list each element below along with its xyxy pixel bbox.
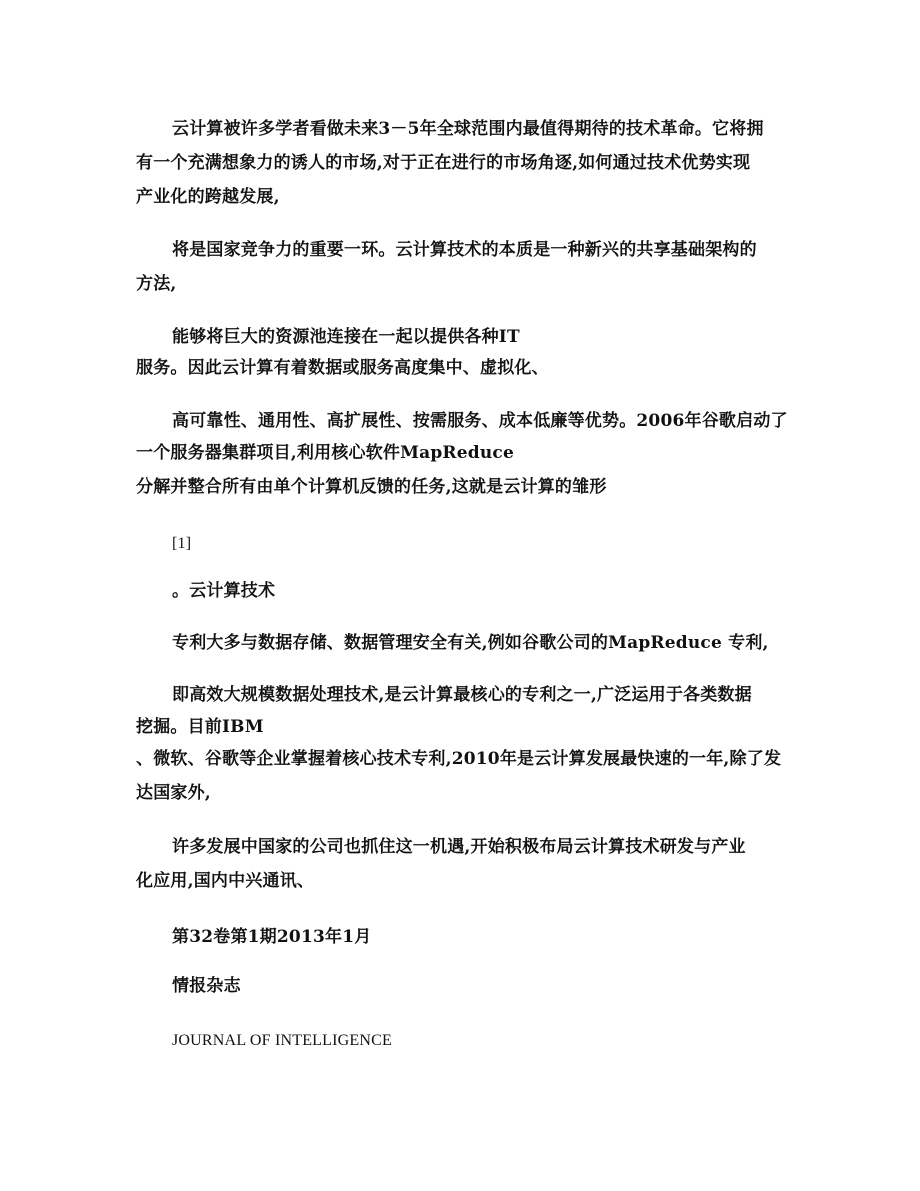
- text-line: 专利大多与数据存储、数据管理安全有关,例如谷歌公司的MapReduce 专利,: [172, 633, 769, 653]
- text-line: 云计算被许多学者看做未来3－5年全球范围内最值得期待的技术革命。它将拥: [172, 119, 764, 139]
- text-line: 方法,: [136, 274, 177, 294]
- text-line: 。云计算技术: [172, 581, 276, 601]
- text-line: 即高效大规模数据处理技术,是云计算最核心的专利之一,广泛运用于各类数据: [172, 685, 752, 705]
- text-line: 产业化的跨越发展,: [136, 187, 280, 207]
- text-line: 将是国家竞争力的重要一环。云计算技术的本质是一种新兴的共享基础架构的: [172, 240, 757, 260]
- text-line: 服务。因此云计算有着数据或服务高度集中、虚拟化、: [136, 358, 549, 378]
- text-line: 分解并整合所有由单个计算机反馈的任务,这就是云计算的雏形: [136, 477, 607, 497]
- text-line: 有一个充满想象力的诱人的市场,对于正在进行的市场角逐,如何通过技术优势实现: [136, 153, 751, 173]
- text-line: 高可靠性、通用性、高扩展性、按需服务、成本低廉等优势。2006年谷歌启动了: [172, 411, 788, 431]
- text-line: 、微软、谷歌等企业掌握着核心技术专利,2010年是云计算发展最快速的一年,除了发: [136, 749, 782, 769]
- text-line: 挖掘。目前IBM: [136, 717, 264, 737]
- text-line: 许多发展中国家的公司也抓住这一机遇,开始积极布局云计算技术研发与产业: [172, 837, 746, 857]
- citation-ref: [1]: [172, 535, 192, 552]
- text-line: 能够将巨大的资源池连接在一起以提供各种IT: [172, 327, 520, 347]
- text-line: 化应用,国内中兴通讯、: [136, 871, 315, 891]
- text-line: 达国家外,: [136, 783, 211, 803]
- text-line: 一个服务器集群项目,利用核心软件MapReduce: [136, 443, 514, 463]
- issue-info: 第32卷第1期2013年1月: [172, 927, 372, 947]
- journal-title-en: JOURNAL OF INTELLIGENCE: [172, 1032, 392, 1049]
- journal-title-cn: 情报杂志: [172, 976, 241, 996]
